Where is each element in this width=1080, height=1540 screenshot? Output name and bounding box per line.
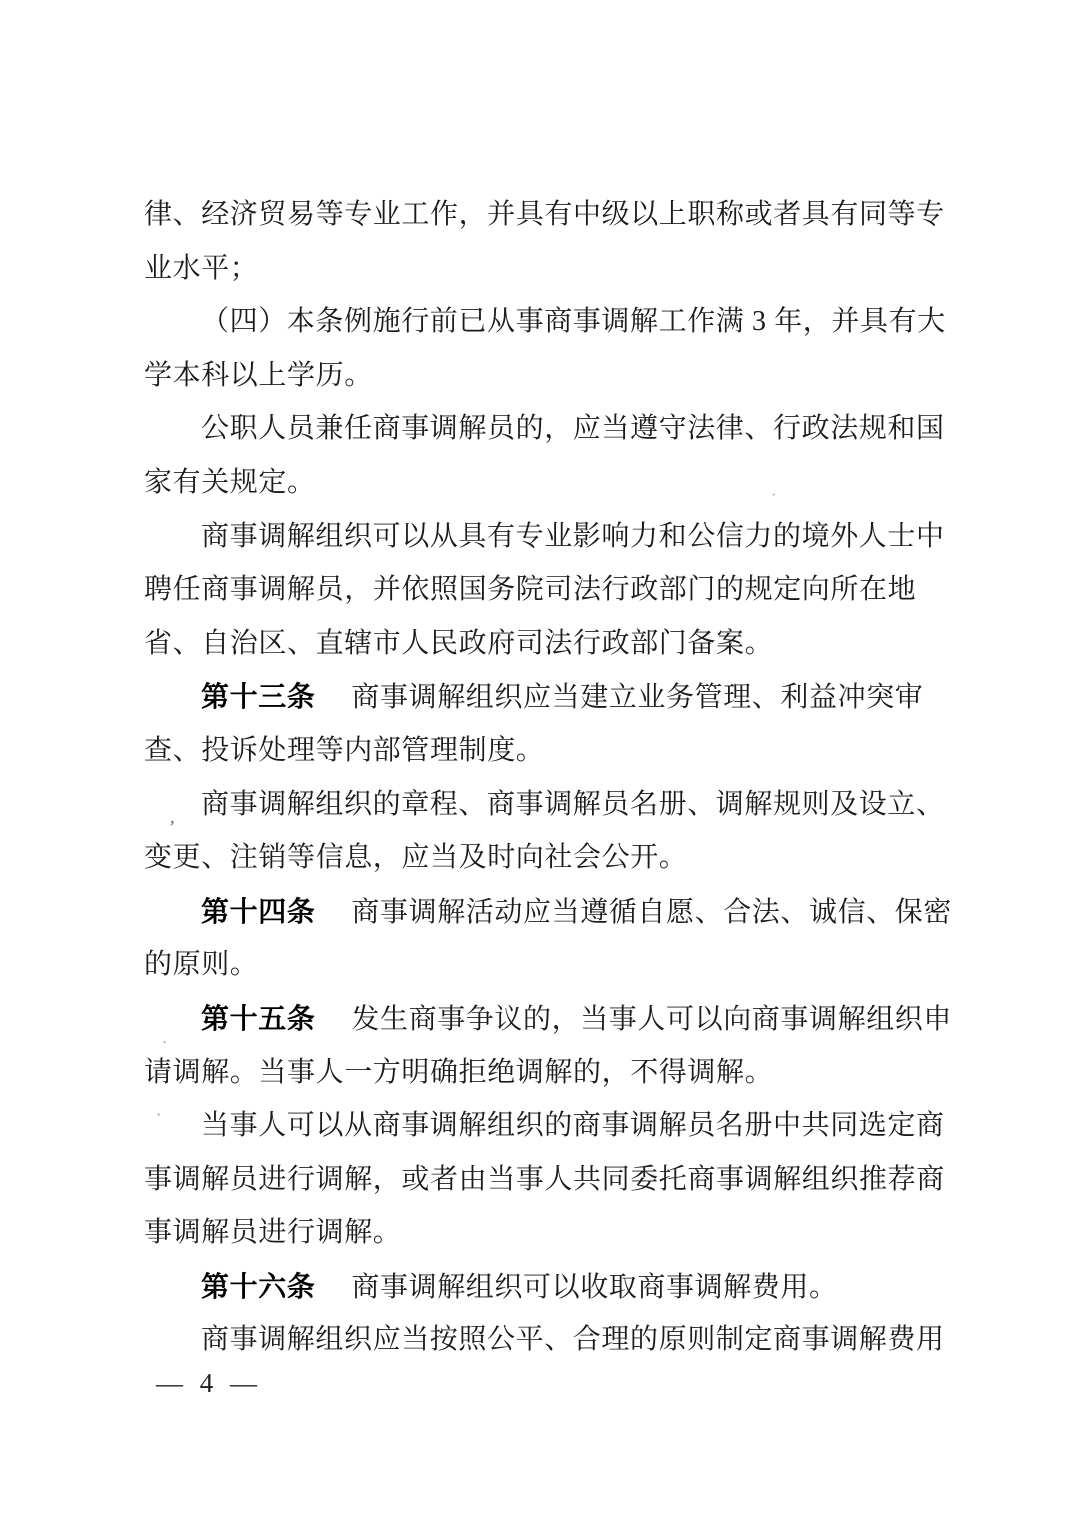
line-text: 请调解。当事人一方明确拒绝调解的，不得调解。 — [144, 1056, 774, 1088]
text-line — [144, 1099, 944, 1153]
text-line — [144, 617, 944, 671]
line-text: 变更、注销等信息，应当及时向社会公开。 — [144, 842, 688, 874]
text-line — [144, 831, 944, 885]
line-text: 事调解员进行调解，或者由当事人共同委托商事调解组织推荐商 — [144, 1163, 945, 1195]
text-line — [144, 563, 944, 617]
text-line — [144, 778, 944, 832]
line-text: 发生商事争议的，当事人可以向商事调解组织申 — [351, 1003, 953, 1035]
scan-artifact: · — [156, 1107, 162, 1124]
line-text: 当事人可以从商事调解组织的商事调解员名册中共同选定商 — [201, 1110, 945, 1142]
page-number-footer: — 4 — — [156, 1368, 262, 1398]
line-text: 业水平； — [144, 252, 259, 284]
text-line — [144, 670, 944, 724]
text-line — [144, 402, 944, 456]
line-text: 省、自治区、直辖市人民政府司法行政部门备案。 — [144, 627, 774, 659]
text-line — [144, 1206, 944, 1260]
text-line — [144, 885, 953, 939]
line-text: 查、投诉处理等内部管理制度。 — [144, 734, 545, 766]
text-line — [144, 1153, 944, 1207]
line-text: 商事调解组织的章程、商事调解员名册、调解规则及设立、 — [201, 788, 945, 820]
article-number: 第十三条 — [201, 681, 316, 713]
text-line — [144, 1260, 944, 1314]
text-line — [144, 510, 944, 564]
line-text: 聘任商事调解员，并依照国务院司法行政部门的规定向所在地 — [144, 574, 917, 606]
line-text: 律、经济贸易等专业工作，并具有中级以上职称或者具有同等专 — [144, 199, 945, 230]
scan-artifact: · — [771, 487, 777, 504]
text-line — [144, 349, 944, 403]
line-text: 事调解员进行调解。 — [144, 1217, 402, 1249]
line-text: 商事调解组织应当建立业务管理、利益冲突审 — [351, 682, 924, 714]
text-line — [144, 295, 944, 349]
line-text: 家有关规定。 — [144, 466, 316, 498]
text-line — [144, 188, 944, 242]
line-text: （四）本条例施行前已从事商事调解工作满 3 年，并具有大 — [201, 306, 946, 338]
text-line — [144, 1313, 944, 1367]
text-line — [144, 938, 944, 992]
text-line — [144, 1046, 944, 1100]
line-text: 的原则。 — [144, 949, 259, 981]
line-text: 商事调解活动应当遵循自愿、合法、诚信、保密 — [351, 896, 953, 928]
text-line — [144, 456, 944, 510]
article-number: 第十六条 — [201, 1270, 316, 1302]
article-number: 第十四条 — [201, 895, 316, 927]
text-line — [144, 992, 953, 1046]
line-text: 学本科以上学历。 — [144, 359, 373, 391]
line-text: 商事调解组织可以收取商事调解费用。 — [351, 1271, 838, 1303]
line-text: 公职人员兼任商事调解员的，应当遵守法律、行政法规和国 — [201, 413, 945, 445]
scan-artifact: ’ — [166, 816, 177, 840]
text-line — [144, 724, 944, 778]
text-line — [144, 242, 944, 296]
line-text: 商事调解组织可以从具有专业影响力和公信力的境外人士中 — [201, 520, 945, 552]
article-number: 第十五条 — [201, 1002, 316, 1034]
line-text: 商事调解组织应当按照公平、合理的原则制定商事调解费用 — [201, 1324, 945, 1356]
scan-artifact: · — [162, 1035, 167, 1051]
document-text-block — [144, 188, 953, 1367]
